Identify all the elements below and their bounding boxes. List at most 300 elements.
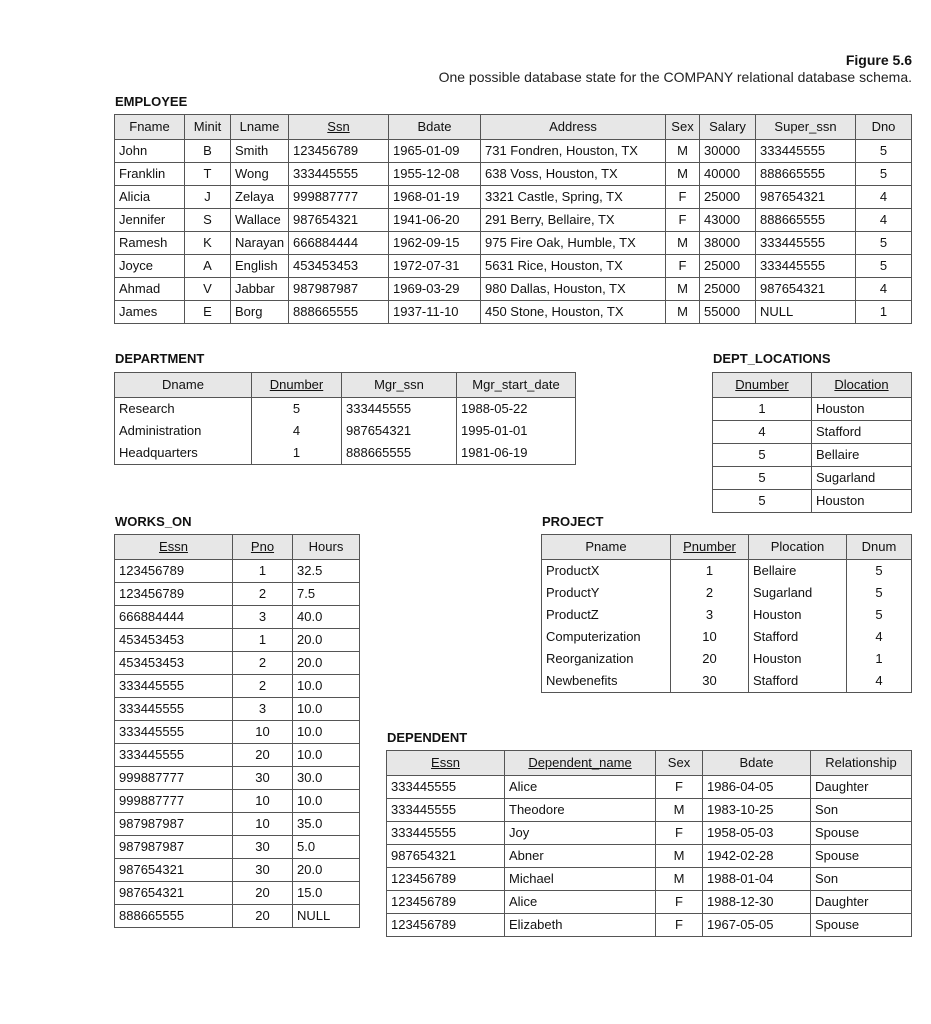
dept-locations-cell-dnumber: 4 bbox=[713, 421, 812, 444]
employee-cell-salary: 55000 bbox=[700, 301, 756, 324]
dependent-cell-essn: 123456789 bbox=[387, 891, 505, 914]
employee-cell-ssn: 333445555 bbox=[289, 163, 389, 186]
works-on-cell-essn: 333445555 bbox=[115, 721, 233, 744]
dependent-header-row bbox=[387, 751, 912, 776]
table-row bbox=[115, 398, 576, 421]
works-on-cell-hours: 15.0 bbox=[293, 882, 360, 905]
employee-cell-bdate: 1969-03-29 bbox=[389, 278, 481, 301]
dependent-cell-relationship: Spouse bbox=[811, 822, 912, 845]
dependent-cell-relationship: Son bbox=[811, 868, 912, 891]
dependent-cell-sex: M bbox=[656, 799, 703, 822]
works-on-header-hours: Hours bbox=[293, 535, 360, 560]
table-row bbox=[115, 301, 912, 324]
works-on-cell-hours: 10.0 bbox=[293, 675, 360, 698]
project-cell-plocation: Houston bbox=[749, 648, 847, 670]
employee-cell-super-ssn: 888665555 bbox=[756, 209, 856, 232]
table-row bbox=[115, 905, 360, 928]
table-row bbox=[713, 398, 912, 421]
project-cell-pnumber: 20 bbox=[671, 648, 749, 670]
employee-cell-minit: T bbox=[185, 163, 231, 186]
employee-cell-super-ssn: 888665555 bbox=[756, 163, 856, 186]
dependent-cell-bdate: 1986-04-05 bbox=[703, 776, 811, 799]
dept-locations-cell-dlocation: Bellaire bbox=[812, 444, 912, 467]
employee-header-lname: Lname bbox=[231, 115, 289, 140]
dept-locations-cell-dnumber: 1 bbox=[713, 398, 812, 421]
employee-cell-sex: M bbox=[666, 278, 700, 301]
employee-header-super-ssn: Super_ssn bbox=[756, 115, 856, 140]
employee-cell-fname: Ramesh bbox=[115, 232, 185, 255]
employee-cell-lname: Wallace bbox=[231, 209, 289, 232]
employee-cell-salary: 25000 bbox=[700, 278, 756, 301]
employee-cell-super-ssn: 987654321 bbox=[756, 278, 856, 301]
works-on-cell-essn: 453453453 bbox=[115, 629, 233, 652]
works-on-cell-essn: 666884444 bbox=[115, 606, 233, 629]
works-on-cell-essn: 333445555 bbox=[115, 744, 233, 767]
works-on-cell-hours: 10.0 bbox=[293, 721, 360, 744]
department-cell-dnumber: 5 bbox=[252, 398, 342, 421]
employee-cell-super-ssn: NULL bbox=[756, 301, 856, 324]
employee-cell-minit: S bbox=[185, 209, 231, 232]
employee-cell-bdate: 1965-01-09 bbox=[389, 140, 481, 163]
dependent-cell-relationship: Spouse bbox=[811, 845, 912, 868]
dependent-header-sex: Sex bbox=[656, 751, 703, 776]
employee-cell-super-ssn: 333445555 bbox=[756, 140, 856, 163]
employee-header-bdate: Bdate bbox=[389, 115, 481, 140]
table-row bbox=[115, 186, 912, 209]
dependent-cell-bdate: 1988-01-04 bbox=[703, 868, 811, 891]
table-row bbox=[115, 790, 360, 813]
table-row bbox=[115, 698, 360, 721]
employee-table-label: EMPLOYEE bbox=[115, 94, 188, 109]
table-row bbox=[387, 868, 912, 891]
dependent-cell-bdate: 1958-05-03 bbox=[703, 822, 811, 845]
employee-cell-fname: Alicia bbox=[115, 186, 185, 209]
works-on-cell-pno: 30 bbox=[233, 767, 293, 790]
works-on-cell-hours: NULL bbox=[293, 905, 360, 928]
table-row bbox=[542, 582, 912, 604]
employee-cell-sex: M bbox=[666, 301, 700, 324]
project-cell-pname: Computerization bbox=[542, 626, 671, 648]
project-cell-pnumber: 1 bbox=[671, 560, 749, 583]
employee-cell-super-ssn: 987654321 bbox=[756, 186, 856, 209]
dept-locations-cell-dlocation: Houston bbox=[812, 490, 912, 513]
department-header-mgr-start-date: Mgr_start_date bbox=[457, 373, 576, 398]
department-table-label: DEPARTMENT bbox=[115, 351, 205, 366]
works-on-table bbox=[114, 534, 360, 928]
employee-cell-ssn: 666884444 bbox=[289, 232, 389, 255]
table-row bbox=[115, 652, 360, 675]
employee-cell-minit: K bbox=[185, 232, 231, 255]
dept-locations-header-dlocation: Dlocation bbox=[812, 373, 912, 398]
project-header-pnumber: Pnumber bbox=[671, 535, 749, 560]
table-row bbox=[115, 278, 912, 301]
dept-locations-cell-dlocation: Sugarland bbox=[812, 467, 912, 490]
works-on-cell-pno: 3 bbox=[233, 606, 293, 629]
dependent-cell-essn: 333445555 bbox=[387, 799, 505, 822]
project-cell-dnum: 5 bbox=[847, 604, 912, 626]
employee-cell-minit: A bbox=[185, 255, 231, 278]
employee-cell-ssn: 987987987 bbox=[289, 278, 389, 301]
dependent-cell-relationship: Daughter bbox=[811, 776, 912, 799]
employee-cell-fname: Franklin bbox=[115, 163, 185, 186]
table-row bbox=[115, 744, 360, 767]
works-on-cell-pno: 20 bbox=[233, 905, 293, 928]
works-on-cell-hours: 7.5 bbox=[293, 583, 360, 606]
dependent-cell-relationship: Spouse bbox=[811, 914, 912, 937]
employee-header-salary: Salary bbox=[700, 115, 756, 140]
department-cell-mgr-ssn: 888665555 bbox=[342, 442, 457, 465]
dependent-cell-essn: 333445555 bbox=[387, 822, 505, 845]
employee-cell-sex: F bbox=[666, 186, 700, 209]
table-row bbox=[387, 891, 912, 914]
employee-cell-ssn: 888665555 bbox=[289, 301, 389, 324]
dept-locations-cell-dnumber: 5 bbox=[713, 490, 812, 513]
employee-cell-lname: Borg bbox=[231, 301, 289, 324]
table-row bbox=[542, 626, 912, 648]
employee-cell-address: 975 Fire Oak, Humble, TX bbox=[481, 232, 666, 255]
project-cell-pname: ProductX bbox=[542, 560, 671, 583]
works-on-cell-hours: 40.0 bbox=[293, 606, 360, 629]
employee-cell-bdate: 1972-07-31 bbox=[389, 255, 481, 278]
employee-cell-bdate: 1941-06-20 bbox=[389, 209, 481, 232]
employee-cell-dno: 1 bbox=[856, 301, 912, 324]
dept-locations-cell-dnumber: 5 bbox=[713, 467, 812, 490]
employee-cell-lname: Jabbar bbox=[231, 278, 289, 301]
dependent-table-label: DEPENDENT bbox=[387, 730, 468, 745]
dependent-cell-essn: 123456789 bbox=[387, 868, 505, 891]
table-row bbox=[115, 721, 360, 744]
employee-cell-fname: James bbox=[115, 301, 185, 324]
works-on-cell-essn: 999887777 bbox=[115, 767, 233, 790]
table-row bbox=[115, 209, 912, 232]
dependent-cell-essn: 123456789 bbox=[387, 914, 505, 937]
dependent-cell-sex: F bbox=[656, 914, 703, 937]
table-row bbox=[387, 914, 912, 937]
project-cell-pnumber: 10 bbox=[671, 626, 749, 648]
employee-cell-dno: 4 bbox=[856, 186, 912, 209]
works-on-header-pno: Pno bbox=[233, 535, 293, 560]
employee-cell-ssn: 999887777 bbox=[289, 186, 389, 209]
project-header-dnum: Dnum bbox=[847, 535, 912, 560]
employee-cell-salary: 30000 bbox=[700, 140, 756, 163]
table-row bbox=[542, 648, 912, 670]
dept-locations-header-row bbox=[713, 373, 912, 398]
table-row bbox=[115, 560, 360, 583]
employee-header-ssn: Ssn bbox=[289, 115, 389, 140]
employee-header-fname: Fname bbox=[115, 115, 185, 140]
dependent-cell-essn: 987654321 bbox=[387, 845, 505, 868]
employee-cell-bdate: 1955-12-08 bbox=[389, 163, 481, 186]
works-on-cell-pno: 3 bbox=[233, 698, 293, 721]
department-cell-dname: Headquarters bbox=[115, 442, 252, 465]
table-row bbox=[115, 442, 576, 465]
dependent-cell-sex: F bbox=[656, 776, 703, 799]
works-on-cell-pno: 10 bbox=[233, 721, 293, 744]
works-on-cell-essn: 453453453 bbox=[115, 652, 233, 675]
works-on-cell-pno: 1 bbox=[233, 629, 293, 652]
works-on-cell-pno: 10 bbox=[233, 813, 293, 836]
works-on-cell-hours: 20.0 bbox=[293, 859, 360, 882]
dept-locations-header-dnumber: Dnumber bbox=[713, 373, 812, 398]
dependent-cell-dependent-name: Alice bbox=[505, 776, 656, 799]
employee-cell-lname: Narayan bbox=[231, 232, 289, 255]
project-cell-dnum: 4 bbox=[847, 670, 912, 693]
dependent-cell-essn: 333445555 bbox=[387, 776, 505, 799]
employee-cell-sex: M bbox=[666, 140, 700, 163]
project-header-pname: Pname bbox=[542, 535, 671, 560]
dept-locations-cell-dlocation: Houston bbox=[812, 398, 912, 421]
employee-header-dno: Dno bbox=[856, 115, 912, 140]
dependent-table bbox=[386, 750, 912, 937]
department-cell-dnumber: 4 bbox=[252, 420, 342, 442]
table-row bbox=[115, 583, 360, 606]
table-row bbox=[115, 606, 360, 629]
project-header-row bbox=[542, 535, 912, 560]
table-row bbox=[713, 490, 912, 513]
project-cell-plocation: Sugarland bbox=[749, 582, 847, 604]
employee-header-row bbox=[115, 115, 912, 140]
employee-cell-salary: 43000 bbox=[700, 209, 756, 232]
works-on-cell-pno: 2 bbox=[233, 583, 293, 606]
employee-cell-sex: M bbox=[666, 163, 700, 186]
employee-cell-sex: M bbox=[666, 232, 700, 255]
table-row bbox=[115, 420, 576, 442]
project-cell-pnumber: 3 bbox=[671, 604, 749, 626]
works-on-cell-hours: 32.5 bbox=[293, 560, 360, 583]
employee-cell-address: 3321 Castle, Spring, TX bbox=[481, 186, 666, 209]
project-cell-dnum: 1 bbox=[847, 648, 912, 670]
employee-cell-super-ssn: 333445555 bbox=[756, 255, 856, 278]
employee-cell-fname: John bbox=[115, 140, 185, 163]
works-on-cell-hours: 5.0 bbox=[293, 836, 360, 859]
works-on-cell-hours: 10.0 bbox=[293, 790, 360, 813]
employee-cell-address: 980 Dallas, Houston, TX bbox=[481, 278, 666, 301]
department-header-dname: Dname bbox=[115, 373, 252, 398]
works-on-cell-pno: 2 bbox=[233, 652, 293, 675]
employee-cell-lname: Smith bbox=[231, 140, 289, 163]
employee-cell-bdate: 1937-11-10 bbox=[389, 301, 481, 324]
employee-cell-salary: 25000 bbox=[700, 255, 756, 278]
project-cell-pnumber: 2 bbox=[671, 582, 749, 604]
project-cell-pname: Reorganization bbox=[542, 648, 671, 670]
department-cell-dnumber: 1 bbox=[252, 442, 342, 465]
employee-cell-address: 731 Fondren, Houston, TX bbox=[481, 140, 666, 163]
dependent-cell-dependent-name: Alice bbox=[505, 891, 656, 914]
employee-cell-lname: Wong bbox=[231, 163, 289, 186]
dependent-header-relationship: Relationship bbox=[811, 751, 912, 776]
dependent-cell-bdate: 1988-12-30 bbox=[703, 891, 811, 914]
figure-caption: One possible database state for the COMPANY relational database schema. bbox=[438, 69, 912, 85]
works-on-cell-essn: 123456789 bbox=[115, 583, 233, 606]
department-cell-mgr-ssn: 987654321 bbox=[342, 420, 457, 442]
employee-table bbox=[114, 114, 912, 324]
works-on-cell-essn: 333445555 bbox=[115, 698, 233, 721]
table-row bbox=[115, 255, 912, 278]
dependent-cell-dependent-name: Theodore bbox=[505, 799, 656, 822]
employee-cell-salary: 40000 bbox=[700, 163, 756, 186]
department-cell-mgr-start-date: 1981-06-19 bbox=[457, 442, 576, 465]
works-on-cell-hours: 10.0 bbox=[293, 744, 360, 767]
department-cell-mgr-ssn: 333445555 bbox=[342, 398, 457, 421]
table-row bbox=[115, 859, 360, 882]
project-cell-dnum: 4 bbox=[847, 626, 912, 648]
employee-cell-fname: Jennifer bbox=[115, 209, 185, 232]
works-on-table-label: WORKS_ON bbox=[115, 514, 192, 529]
department-header-mgr-ssn: Mgr_ssn bbox=[342, 373, 457, 398]
works-on-cell-hours: 20.0 bbox=[293, 652, 360, 675]
dependent-cell-sex: M bbox=[656, 868, 703, 891]
table-row bbox=[115, 140, 912, 163]
works-on-cell-essn: 999887777 bbox=[115, 790, 233, 813]
dependent-cell-dependent-name: Michael bbox=[505, 868, 656, 891]
dependent-cell-relationship: Son bbox=[811, 799, 912, 822]
employee-cell-bdate: 1968-01-19 bbox=[389, 186, 481, 209]
works-on-cell-pno: 30 bbox=[233, 836, 293, 859]
works-on-cell-essn: 987654321 bbox=[115, 859, 233, 882]
works-on-cell-essn: 987987987 bbox=[115, 836, 233, 859]
works-on-cell-essn: 123456789 bbox=[115, 560, 233, 583]
project-cell-plocation: Stafford bbox=[749, 626, 847, 648]
department-cell-dname: Research bbox=[115, 398, 252, 421]
dept-locations-table bbox=[712, 372, 912, 513]
employee-cell-fname: Joyce bbox=[115, 255, 185, 278]
employee-cell-sex: F bbox=[666, 255, 700, 278]
table-row bbox=[115, 629, 360, 652]
employee-cell-sex: F bbox=[666, 209, 700, 232]
table-row bbox=[387, 776, 912, 799]
table-row bbox=[115, 767, 360, 790]
works-on-cell-pno: 10 bbox=[233, 790, 293, 813]
dept-locations-cell-dnumber: 5 bbox=[713, 444, 812, 467]
employee-cell-ssn: 987654321 bbox=[289, 209, 389, 232]
project-cell-plocation: Houston bbox=[749, 604, 847, 626]
works-on-cell-pno: 20 bbox=[233, 744, 293, 767]
department-header-row bbox=[115, 373, 576, 398]
project-cell-dnum: 5 bbox=[847, 560, 912, 583]
dependent-cell-sex: M bbox=[656, 845, 703, 868]
dependent-header-dependent-name: Dependent_name bbox=[505, 751, 656, 776]
employee-cell-address: 5631 Rice, Houston, TX bbox=[481, 255, 666, 278]
table-row bbox=[115, 232, 912, 255]
department-header-dnumber: Dnumber bbox=[252, 373, 342, 398]
dept-locations-table-label: DEPT_LOCATIONS bbox=[713, 351, 831, 366]
figure-title: Figure 5.6 bbox=[845, 52, 912, 68]
employee-cell-bdate: 1962-09-15 bbox=[389, 232, 481, 255]
project-cell-pname: ProductY bbox=[542, 582, 671, 604]
table-row bbox=[713, 444, 912, 467]
works-on-cell-essn: 888665555 bbox=[115, 905, 233, 928]
table-row bbox=[115, 813, 360, 836]
works-on-cell-essn: 333445555 bbox=[115, 675, 233, 698]
dependent-cell-bdate: 1942-02-28 bbox=[703, 845, 811, 868]
works-on-header-essn: Essn bbox=[115, 535, 233, 560]
department-cell-mgr-start-date: 1995-01-01 bbox=[457, 420, 576, 442]
employee-cell-lname: Zelaya bbox=[231, 186, 289, 209]
works-on-cell-hours: 10.0 bbox=[293, 698, 360, 721]
project-cell-pname: ProductZ bbox=[542, 604, 671, 626]
works-on-cell-pno: 1 bbox=[233, 560, 293, 583]
table-row bbox=[713, 421, 912, 444]
dependent-cell-dependent-name: Joy bbox=[505, 822, 656, 845]
department-cell-dname: Administration bbox=[115, 420, 252, 442]
table-row bbox=[115, 836, 360, 859]
employee-cell-minit: B bbox=[185, 140, 231, 163]
employee-cell-dno: 5 bbox=[856, 140, 912, 163]
employee-cell-minit: V bbox=[185, 278, 231, 301]
project-table-label: PROJECT bbox=[542, 514, 604, 529]
employee-cell-minit: E bbox=[185, 301, 231, 324]
works-on-header-row bbox=[115, 535, 360, 560]
employee-cell-fname: Ahmad bbox=[115, 278, 185, 301]
project-cell-pnumber: 30 bbox=[671, 670, 749, 693]
project-header-plocation: Plocation bbox=[749, 535, 847, 560]
employee-cell-dno: 4 bbox=[856, 209, 912, 232]
table-row bbox=[542, 670, 912, 693]
employee-header-minit: Minit bbox=[185, 115, 231, 140]
table-row bbox=[115, 675, 360, 698]
table-row bbox=[115, 163, 912, 186]
employee-cell-salary: 38000 bbox=[700, 232, 756, 255]
employee-header-sex: Sex bbox=[666, 115, 700, 140]
dependent-header-bdate: Bdate bbox=[703, 751, 811, 776]
employee-cell-salary: 25000 bbox=[700, 186, 756, 209]
works-on-cell-pno: 30 bbox=[233, 859, 293, 882]
employee-cell-super-ssn: 333445555 bbox=[756, 232, 856, 255]
dependent-cell-bdate: 1983-10-25 bbox=[703, 799, 811, 822]
project-cell-plocation: Stafford bbox=[749, 670, 847, 693]
works-on-cell-hours: 35.0 bbox=[293, 813, 360, 836]
dependent-cell-sex: F bbox=[656, 822, 703, 845]
employee-header-address: Address bbox=[481, 115, 666, 140]
project-cell-dnum: 5 bbox=[847, 582, 912, 604]
dependent-header-essn: Essn bbox=[387, 751, 505, 776]
works-on-cell-hours: 20.0 bbox=[293, 629, 360, 652]
dependent-cell-dependent-name: Abner bbox=[505, 845, 656, 868]
employee-cell-dno: 5 bbox=[856, 232, 912, 255]
table-row bbox=[387, 822, 912, 845]
table-row bbox=[387, 845, 912, 868]
table-row bbox=[115, 882, 360, 905]
dependent-cell-dependent-name: Elizabeth bbox=[505, 914, 656, 937]
table-row bbox=[387, 799, 912, 822]
employee-cell-minit: J bbox=[185, 186, 231, 209]
employee-cell-dno: 5 bbox=[856, 163, 912, 186]
employee-cell-address: 291 Berry, Bellaire, TX bbox=[481, 209, 666, 232]
employee-cell-address: 450 Stone, Houston, TX bbox=[481, 301, 666, 324]
works-on-cell-essn: 987654321 bbox=[115, 882, 233, 905]
table-row bbox=[542, 560, 912, 583]
project-table bbox=[541, 534, 912, 693]
works-on-cell-hours: 30.0 bbox=[293, 767, 360, 790]
works-on-cell-pno: 2 bbox=[233, 675, 293, 698]
employee-cell-dno: 5 bbox=[856, 255, 912, 278]
employee-cell-ssn: 453453453 bbox=[289, 255, 389, 278]
project-cell-pname: Newbenefits bbox=[542, 670, 671, 693]
department-cell-mgr-start-date: 1988-05-22 bbox=[457, 398, 576, 421]
works-on-cell-essn: 987987987 bbox=[115, 813, 233, 836]
dependent-cell-bdate: 1967-05-05 bbox=[703, 914, 811, 937]
dept-locations-cell-dlocation: Stafford bbox=[812, 421, 912, 444]
employee-cell-dno: 4 bbox=[856, 278, 912, 301]
employee-cell-lname: English bbox=[231, 255, 289, 278]
department-table bbox=[114, 372, 576, 465]
employee-cell-address: 638 Voss, Houston, TX bbox=[481, 163, 666, 186]
project-cell-plocation: Bellaire bbox=[749, 560, 847, 583]
dependent-cell-relationship: Daughter bbox=[811, 891, 912, 914]
works-on-cell-pno: 20 bbox=[233, 882, 293, 905]
dependent-cell-sex: F bbox=[656, 891, 703, 914]
table-row bbox=[713, 467, 912, 490]
